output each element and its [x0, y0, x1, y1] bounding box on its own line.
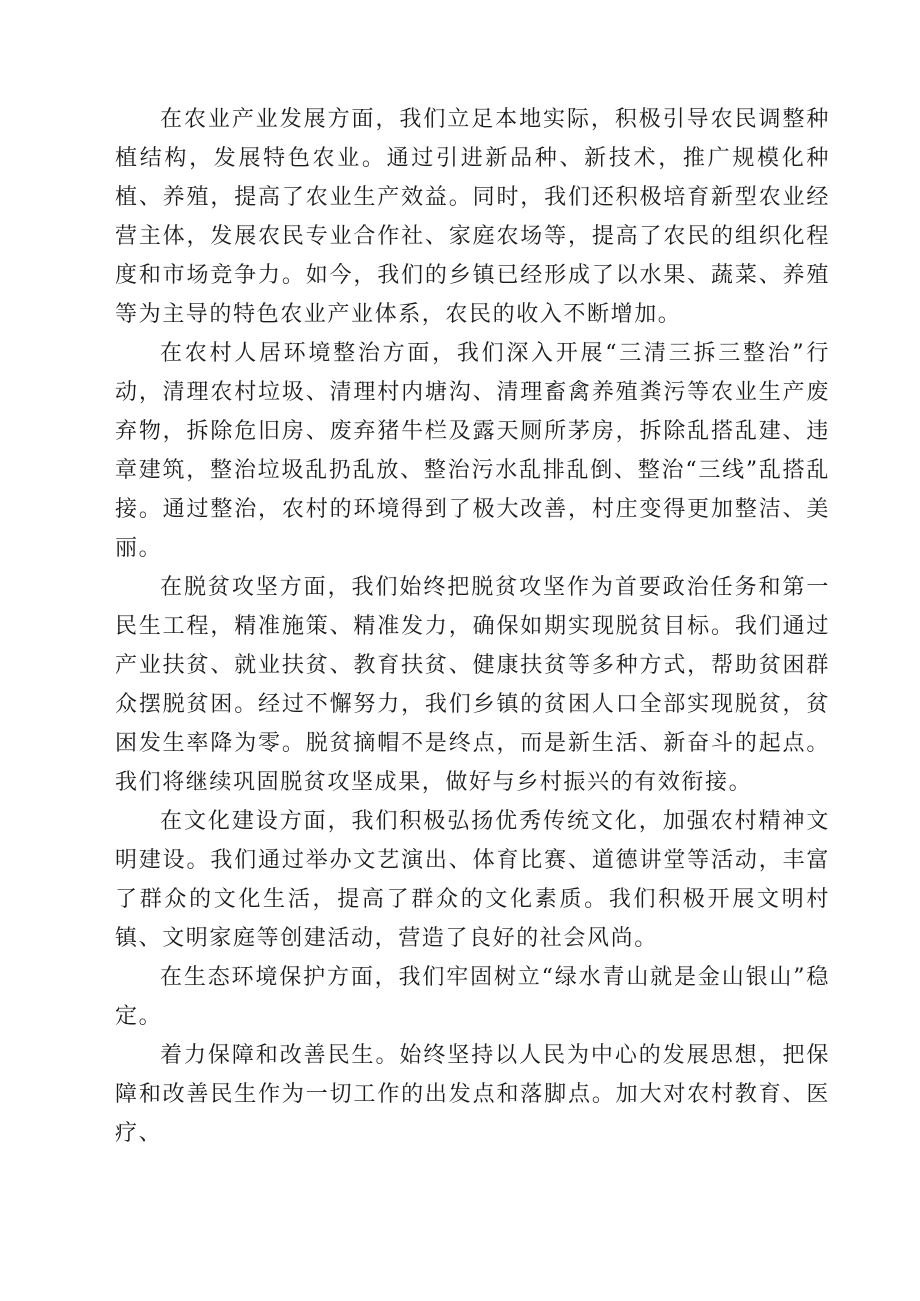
paragraph-ecology: 在生态环境保护方面，我们牢固树立“绿水青山就是金山银山”稳定。 [115, 965, 830, 1029]
paragraph-livelihood: 着力保障和改善民生。始终坚持以人民为中心的发展思想，把保障和改善民生作为一切工作的出发点和落脚点。加大对农村教育、医疗、 [115, 1043, 830, 1146]
document-body [115, 100, 830, 1153]
paragraph-rural-environment: 在农村人居环境整治方面，我们深入开展“三清三拆三整治”行动，清理农村垃圾、清理村内塘沟、清理畜禽养殖粪污等农业生产废弃物，拆除危旧房、废弃猪牛栏及露天厕所茅房，拆除乱搭乱建、违章建筑，整治垃圾乱扔乱放、整治污水乱排乱倒、整治“三线”乱搭乱接。通过整治，农村的环境得到了极大改善，村庄变得更加整洁、美丽。 [115, 341, 830, 561]
paragraph-culture: 在文化建设方面，我们积极弘扬优秀传统文化，加强农村精神文明建设。我们通过举办文艺演出、体育比赛、道德讲堂等活动，丰富了群众的文化生活，提高了群众的文化素质。我们积极开展文明村镇、文明家庭等创建活动，营造了良好的社会风尚。 [115, 809, 830, 951]
paragraph-poverty-alleviation: 在脱贫攻坚方面，我们始终把脱贫攻坚作为首要政治任务和第一民生工程，精准施策、精准发力，确保如期实现脱贫目标。我们通过产业扶贫、就业扶贫、教育扶贫、健康扶贫等多种方式，帮助贫困群众摆脱贫困。经过不懈努力，我们乡镇的贫困人口全部实现脱贫，贫困发生率降为零。脱贫摘帽不是终点，而是新生活、新奋斗的起点。我们将继续巩固脱贫攻坚成果，做好与乡村振兴的有效衔接。 [115, 575, 830, 795]
paragraph-agriculture: 在农业产业发展方面，我们立足本地实际，积极引导农民调整种植结构，发展特色农业。通过引进新品种、新技术，推广规模化种植、养殖，提高了农业生产效益。同时，我们还积极培育新型农业经营主体，发展农民专业合作社、家庭农场等，提高了农民的组织化程度和市场竞争力。如今，我们的乡镇已经形成了以水果、蔬菜、养殖等为主导的特色农业产业体系，农民的收入不断增加。 [115, 107, 830, 327]
